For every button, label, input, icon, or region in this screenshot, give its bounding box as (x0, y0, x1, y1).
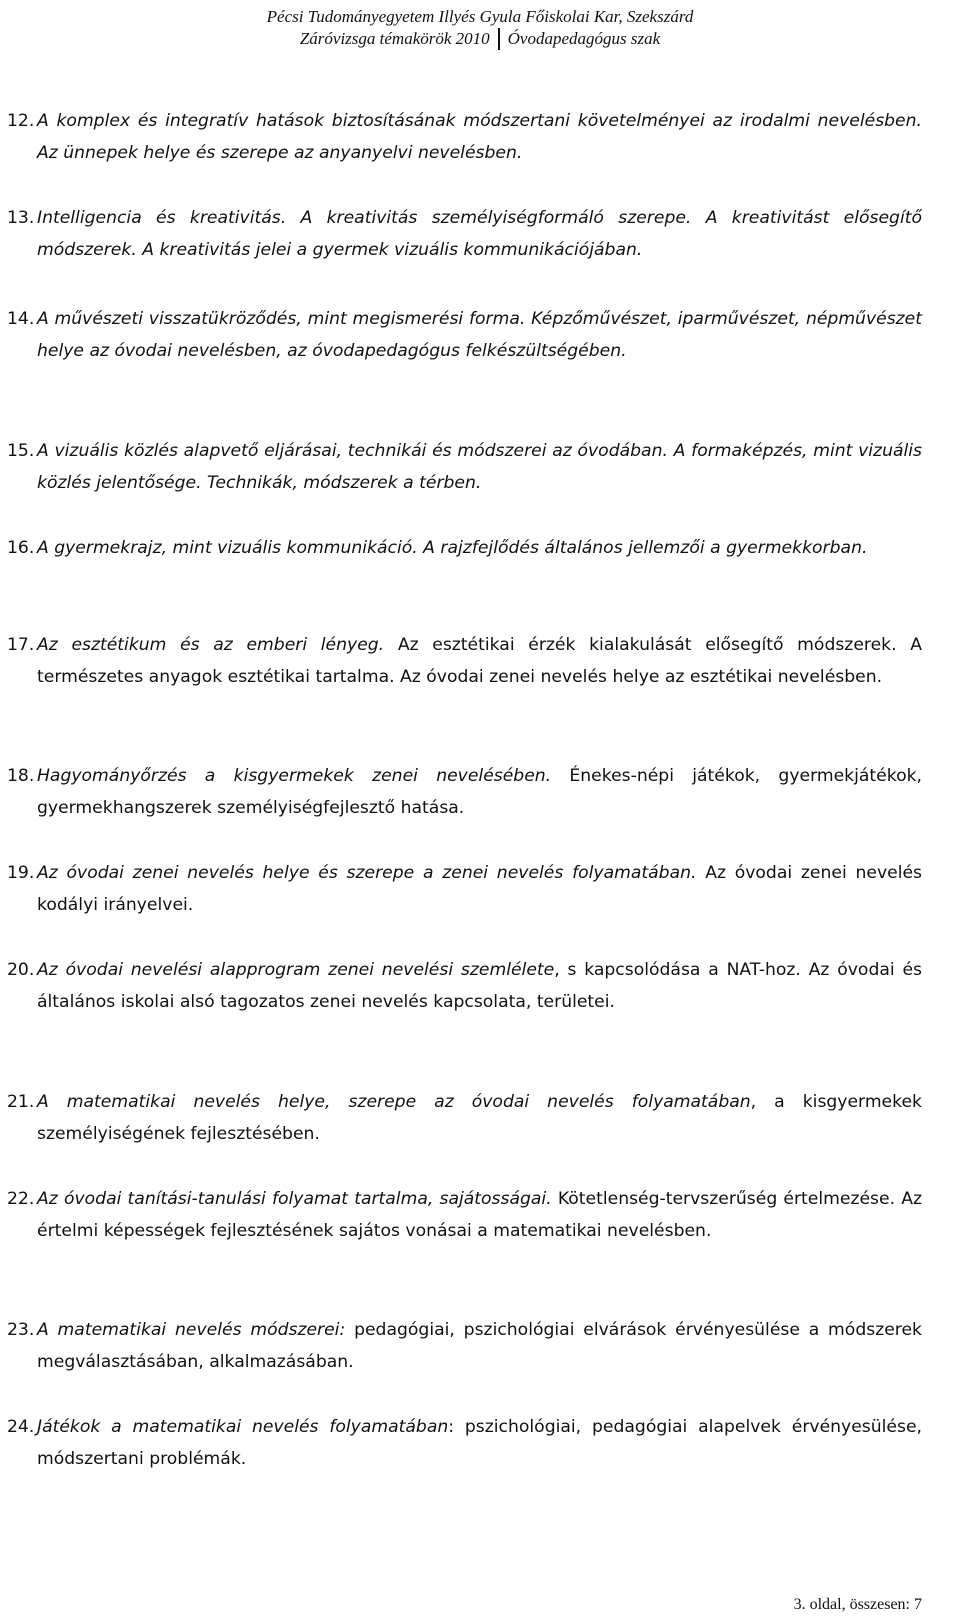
topic-number: 17. (7, 635, 35, 655)
topic-text (37, 303, 922, 367)
topic-item (0, 1314, 960, 1378)
topic-text-italic: Az óvodai nevelési alapprogram zenei nevelési szemlélete (37, 960, 555, 980)
topic-text (37, 532, 922, 564)
topic-number: 12. (7, 111, 35, 131)
topic-item (0, 954, 960, 1018)
topic-text-italic: A művészeti visszatükröződés, mint megismerési forma. Képzőművészet, iparművészet, népművészet helye az óvodai nevelésben, az óvodapedagógus felkészültségében. (37, 309, 922, 361)
topic-number: 13. (7, 208, 35, 228)
header-exam-topics: Záróvizsga témakörök 2010 (299, 29, 490, 48)
topic-text-regular: , s kapcsolódása a NAT-hoz. Az óvodai és általános iskolai alsó tagozatos zenei nevelés kapcsolata, területei. (37, 960, 922, 1012)
topic-text-italic: A komplex és integratív hatások biztosításának módszertani követelményei az irodalmi nevelésben. Az ünnepek helye és szerepe az anyanyelvi nevelésben. (37, 111, 922, 163)
topic-text (37, 1411, 922, 1475)
topic-item (0, 532, 960, 564)
topic-number: 18. (7, 766, 35, 786)
topic-text (37, 760, 922, 824)
topic-text-italic: Az óvodai zenei nevelés helye és szerepe a zenei nevelés folyamatában. (37, 863, 697, 883)
topic-item (0, 435, 960, 499)
topic-text-italic: Az esztétikum és az emberi lényeg. (37, 635, 385, 655)
header-separator (498, 28, 500, 50)
page-header (0, 6, 960, 50)
topic-text (37, 954, 922, 1018)
topic-text-regular: Kötetlenség-tervszerűség értelmezése. Az értelmi képességek fejlesztésének sajátos vonásai a matematikai nevelésben. (37, 1189, 922, 1241)
topic-number: 19. (7, 863, 35, 883)
topic-text-regular: pedagógiai, pszichológiai elvárások érvényesülése a módszerek megválasztásában, alkalmazásában. (37, 1320, 922, 1372)
topic-text (37, 1183, 922, 1247)
topic-text (37, 435, 922, 499)
header-institution: Pécsi Tudományegyetem Illyés Gyula Főiskolai Kar, Szekszárd (266, 7, 694, 26)
topic-text-italic: A matematikai nevelés helye, szerepe az óvodai nevelés folyamatában (37, 1092, 751, 1112)
topic-text-italic: A gyermekrajz, mint vizuális kommunikáció. A rajzfejlődés általános jellemzői a gyermekkorban. (37, 538, 868, 558)
topic-number: 24. (7, 1417, 35, 1437)
topic-number: 22. (7, 1189, 35, 1209)
topic-item (0, 105, 960, 169)
topic-text (37, 629, 922, 693)
topic-text (37, 105, 922, 169)
topic-text-italic: A matematikai nevelés módszerei: (37, 1320, 346, 1340)
topic-item (0, 629, 960, 693)
topic-item (0, 202, 960, 266)
topic-number: 20. (7, 960, 35, 980)
topic-text (37, 202, 922, 266)
topic-item (0, 857, 960, 921)
topic-text-italic: A vizuális közlés alapvető eljárásai, technikái és módszerei az óvodában. A formaképzés, mint vizuális közlés jelentősége. Technikák, módszerek a térben. (37, 441, 922, 493)
topic-item (0, 1411, 960, 1475)
topic-item (0, 760, 960, 824)
topic-text (37, 1086, 922, 1150)
topic-text-italic: Játékok a matematikai nevelés folyamatában (37, 1417, 449, 1437)
topic-number: 15. (7, 441, 35, 461)
topic-text-italic: Intelligencia és kreativitás. A kreativitás személyiségformáló szerepe. A kreativitást elősegítő módszerek. A kreativitás jelei a gyermek vizuális kommunikációjában. (37, 208, 922, 260)
topic-text-italic: Hagyományőrzés a kisgyermekek zenei nevelésében. (37, 766, 552, 786)
page-number: 3. oldal, összesen: 7 (793, 1596, 922, 1613)
topic-text-regular: Az esztétikai érzék kialakulását elősegítő módszerek. A természetes anyagok esztétikai tartalma. Az óvodai zenei nevelés helye az esztétikai nevelésben. (37, 635, 923, 687)
topic-text-regular: : pszichológiai, pedagógiai alapelvek érvényesülése, módszertani problémák. (37, 1417, 922, 1469)
header-subtitle (0, 28, 960, 50)
topic-text (37, 1314, 922, 1378)
topic-item (0, 303, 960, 367)
topic-text-regular: , a kisgyermekek személyiségének fejlesztésében. (37, 1092, 923, 1144)
topic-text (37, 857, 922, 921)
topic-text-italic: Az óvodai tanítási-tanulási folyamat tartalma, sajátosságai. (37, 1189, 552, 1209)
topic-number: 16. (7, 538, 35, 558)
topic-number: 21. (7, 1092, 35, 1112)
topic-number: 23. (7, 1320, 35, 1340)
topic-text-regular: Énekes-népi játékok, gyermekjátékok, gyermekhangszerek személyiségfejlesztő hatása. (37, 766, 922, 818)
topic-item (0, 1086, 960, 1150)
topic-item (0, 1183, 960, 1247)
header-program: Óvodapedagógus szak (507, 29, 661, 48)
topic-number: 14. (7, 309, 35, 329)
topic-text-regular: Az óvodai zenei nevelés kodályi irányelvei. (37, 863, 922, 915)
